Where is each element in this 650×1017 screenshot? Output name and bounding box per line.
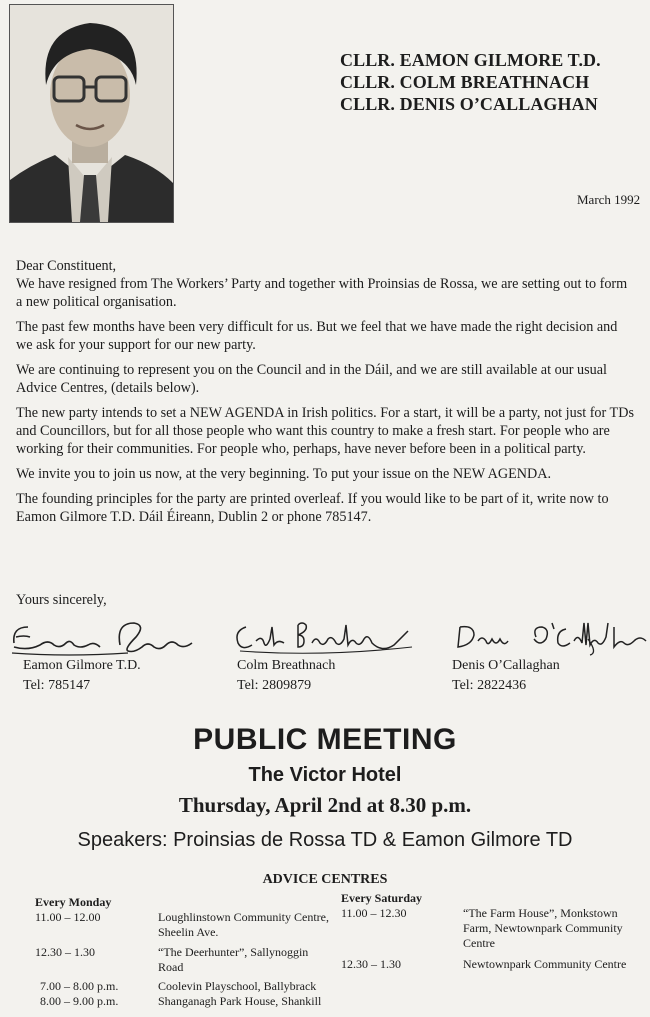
letter-body	[16, 257, 636, 533]
list-item	[158, 979, 358, 994]
session-place: Shanganagh Park House, Shankill	[158, 994, 322, 1008]
list-item	[40, 979, 118, 994]
list-item	[341, 957, 401, 972]
session-time: 11.00 – 12.30	[341, 906, 407, 920]
salutation: Dear Constituent,	[16, 258, 117, 274]
session-place: Loughlinstown Community Centre, Sheelin Ave.	[158, 910, 329, 939]
councillor-name: CLLR. DENIS O’CALLAGHAN	[340, 94, 598, 114]
signer-name: Denis O’Callaghan	[452, 658, 560, 673]
list-item	[463, 957, 648, 972]
paragraph: We have resigned from The Workers’ Party and together with Proinsias de Rossa, we are setting out to form a new political organisation.	[16, 276, 628, 310]
saturday-heading	[341, 891, 422, 906]
list-item	[35, 945, 95, 960]
signer-gilmore	[23, 656, 141, 696]
advice-centres-heading: ADVICE CENTRES	[262, 872, 388, 887]
list-item	[158, 910, 333, 940]
session-time: 8.00 – 9.00 p.m.	[40, 994, 119, 1008]
councillor-name: CLLR. COLM BREATHNACH	[340, 72, 590, 92]
paragraph: We invite you to join us now, at the very beginning. To put your issue on the NEW AGENDA.	[16, 466, 552, 482]
letter-date: March 1992	[577, 192, 641, 207]
list-item	[40, 994, 118, 1009]
list-item	[463, 906, 643, 951]
list-item	[341, 906, 407, 921]
signer-phone: Tel: 785147	[23, 678, 91, 693]
session-time: 12.30 – 1.30	[341, 957, 401, 971]
list-item	[35, 910, 101, 925]
paragraph: The founding principles for the party are printed overleaf. If you would like to be part of it, write now to Eamon Gilmore T.D. Dáil Éireann, Dublin 2 or phone 785147.	[16, 491, 609, 525]
meeting-datetime: Thursday, April 2nd at 8.30 p.m.	[178, 793, 472, 817]
list-item	[158, 994, 358, 1009]
councillor-names	[340, 49, 601, 115]
paragraph: The new party intends to set a NEW AGENDA in Irish politics. For a start, it will be a party, not just for TDs and Councillors, but for all those people who want this country to make a fresh start. For people who are working for their communities. For people who, perhaps, have never before been in a political party.	[16, 405, 634, 457]
signer-name: Eamon Gilmore T.D.	[23, 658, 141, 673]
signer-phone: Tel: 2822436	[452, 678, 527, 693]
signer-phone: Tel: 2809879	[237, 678, 312, 693]
meeting-speakers: Speakers: Proinsias de Rossa TD & Eamon Gilmore TD	[77, 829, 573, 851]
session-place: “The Deerhunter”, Sallynoggin Road	[158, 945, 309, 974]
paragraph: The past few months have been very difficult for us. But we feel that we have made the right decision and we ask for your support for our new party.	[16, 319, 618, 353]
list-item	[158, 945, 333, 975]
signer-breathnach	[237, 656, 335, 696]
session-time: 7.00 – 8.00 p.m.	[40, 979, 119, 993]
monday-heading	[35, 895, 111, 910]
session-place: Coolevin Playschool, Ballybrack	[158, 979, 317, 993]
councillor-name: CLLR. EAMON GILMORE T.D.	[340, 50, 601, 70]
signoff: Yours sincerely,	[16, 592, 107, 608]
signer-ocallaghan	[452, 656, 560, 696]
session-time: 11.00 – 12.00	[35, 910, 101, 924]
meeting-venue: The Victor Hotel	[248, 764, 402, 786]
session-time: 12.30 – 1.30	[35, 945, 95, 959]
public-meeting-heading: PUBLIC MEETING	[193, 723, 457, 756]
session-place: “The Farm House”, Monkstown Farm, Newtownpark Community Centre	[463, 906, 623, 950]
signature-breathnach	[232, 617, 422, 657]
paragraph: We are continuing to represent you on the Council and in the Dáil, and we are still available at our usual Advice Centres, (details below).	[16, 362, 608, 396]
signature-gilmore	[8, 617, 208, 657]
day-label: Every Monday	[35, 895, 112, 909]
signature-ocallaghan	[448, 617, 650, 657]
portrait-photo	[9, 4, 174, 223]
day-label: Every Saturday	[341, 891, 422, 905]
signer-name: Colm Breathnach	[237, 658, 336, 673]
session-place: Newtownpark Community Centre	[463, 957, 627, 971]
